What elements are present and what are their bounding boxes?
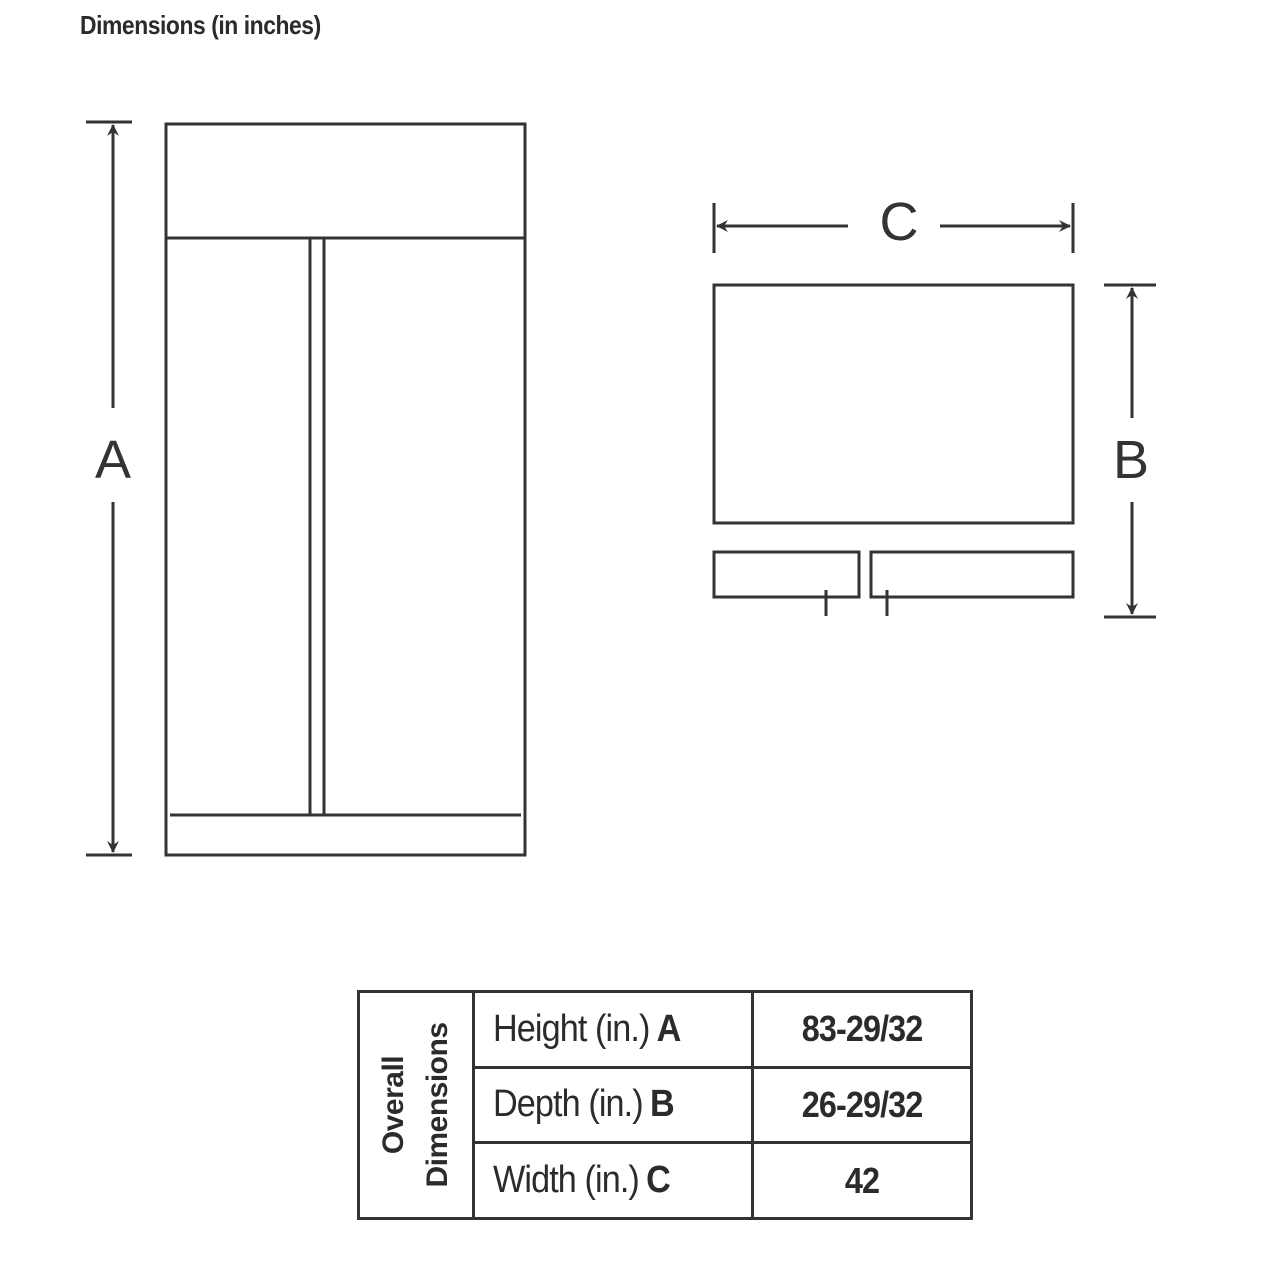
width-label-c: C [879,192,919,252]
group-label-line2: Dimensions [421,1022,454,1188]
height-value [753,992,972,1068]
group-label-line1: Overall [377,1055,410,1155]
row-label-text: Width (in.) [493,1159,639,1202]
row-letter: A [656,1007,681,1050]
group-cell [359,992,474,1219]
depth-value-text: 26-29/32 [801,1083,923,1125]
row-letter: B [649,1083,674,1126]
width-value [753,1143,972,1219]
table-row [359,992,972,1068]
top-view-right-door [871,552,1073,597]
height-value-text: 83-29/32 [801,1008,923,1050]
depth-value [753,1067,972,1143]
top-view [714,285,1073,616]
top-view-body [714,285,1073,523]
height-row-label [474,992,753,1068]
width-row-label [474,1143,753,1219]
row-label-text: Depth (in.) [493,1083,643,1126]
height-label-a: A [94,430,132,490]
width-value-text: 42 [844,1159,880,1201]
top-view-left-door [714,552,859,597]
door-divider-strip [310,238,324,815]
dimensions-table [357,990,973,1220]
page-title: Dimensions (in inches) [80,10,321,40]
depth-label-b: B [1112,430,1150,490]
row-label-text: Height (in.) [493,1007,650,1050]
depth-row-label [474,1067,753,1143]
group-label [372,1022,460,1187]
front-view [166,124,525,855]
front-outline [166,124,525,855]
row-letter: C [646,1159,670,1202]
